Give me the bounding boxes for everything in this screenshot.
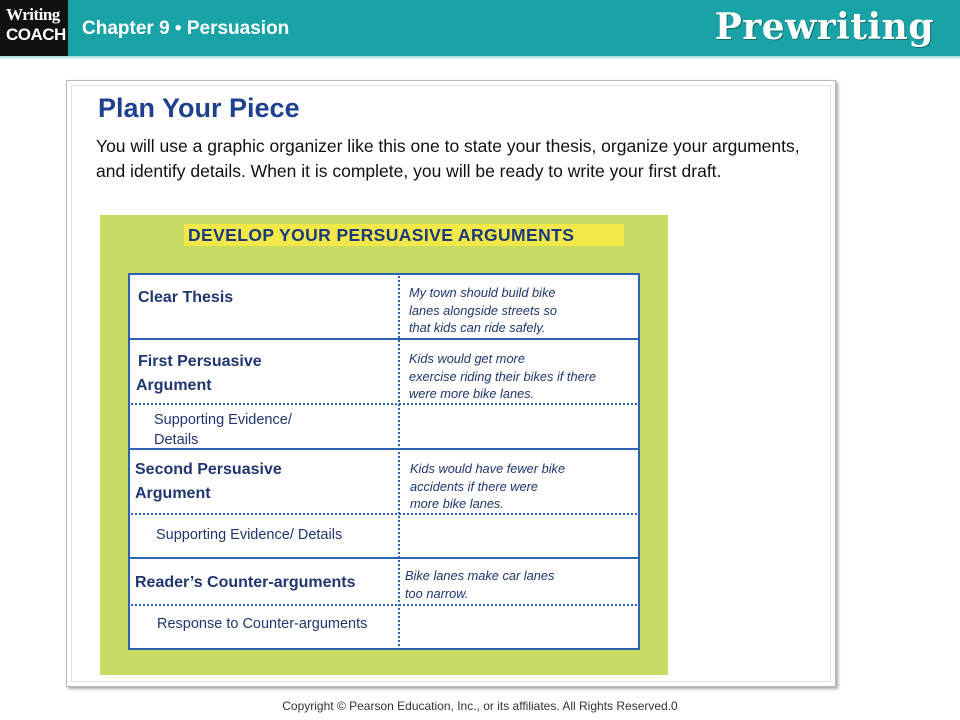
response-label: Response to Counter-arguments: [157, 616, 368, 632]
second-evidence-label: Supporting Evidence/ Details: [156, 527, 343, 543]
clear-thesis-label: Clear Thesis: [138, 289, 234, 306]
intro-paragraph: You will use a graphic organizer like this one to state your thesis, organize your arguments, and identify details. When it is complete, you will be ready to write your first draft.: [96, 136, 800, 181]
answer-line: Bike lanes make car lanes: [405, 568, 555, 583]
first-argument-label: [136, 350, 262, 398]
row-divider: [128, 338, 640, 340]
answer-line: Kids would get more: [409, 351, 525, 366]
label-line: First Persuasive: [138, 353, 262, 370]
label-line: Second Persuasive: [135, 461, 282, 478]
writing-coach-logo: [0, 0, 68, 56]
second-argument-answer: [410, 460, 565, 513]
first-argument-answer: [409, 350, 596, 403]
answer-line: were more bike lanes.: [409, 386, 535, 401]
row-divider: [128, 557, 640, 559]
answer-line: Kids would have fewer bike: [410, 461, 566, 476]
section-title: Prewriting: [714, 6, 934, 48]
answer-line: exercise riding their bikes if there: [409, 368, 597, 384]
first-evidence-label: [154, 410, 292, 450]
header-shadow: [0, 56, 960, 60]
column-divider: [398, 273, 400, 650]
chapter-label: Chapter 9 • Persuasion: [82, 18, 290, 39]
page-title: Plan Your Piece: [98, 93, 300, 123]
label-line: Argument: [136, 377, 212, 394]
logo-text-bottom: COACH: [6, 25, 66, 44]
second-argument-label: [135, 458, 282, 506]
copyright-notice: Copyright © Pearson Education, Inc., or its affiliates. All Rights Reserved.0: [282, 699, 678, 713]
row-divider: [128, 513, 640, 515]
row-divider: [128, 403, 640, 405]
clear-thesis-answer: [409, 284, 557, 337]
organizer-heading: DEVELOP YOUR PERSUASIVE ARGUMENTS: [188, 225, 575, 245]
answer-line: too narrow.: [405, 585, 469, 601]
answer-line: My town should build bike: [409, 285, 556, 300]
answer-line: lanes alongside streets so: [409, 302, 557, 318]
counter-arguments-answer: [405, 567, 554, 602]
row-divider: [128, 604, 640, 606]
answer-line: accidents if there were: [410, 478, 539, 494]
answer-line: that kids can ride safely.: [409, 320, 546, 335]
counter-arguments-label: Reader’s Counter-arguments: [135, 574, 356, 591]
answer-line: more bike lanes.: [410, 496, 504, 511]
logo-text-top: Writing: [6, 5, 60, 24]
label-line: Argument: [135, 485, 211, 502]
label-line: Details: [154, 432, 199, 448]
label-line: Supporting Evidence/: [154, 412, 292, 428]
